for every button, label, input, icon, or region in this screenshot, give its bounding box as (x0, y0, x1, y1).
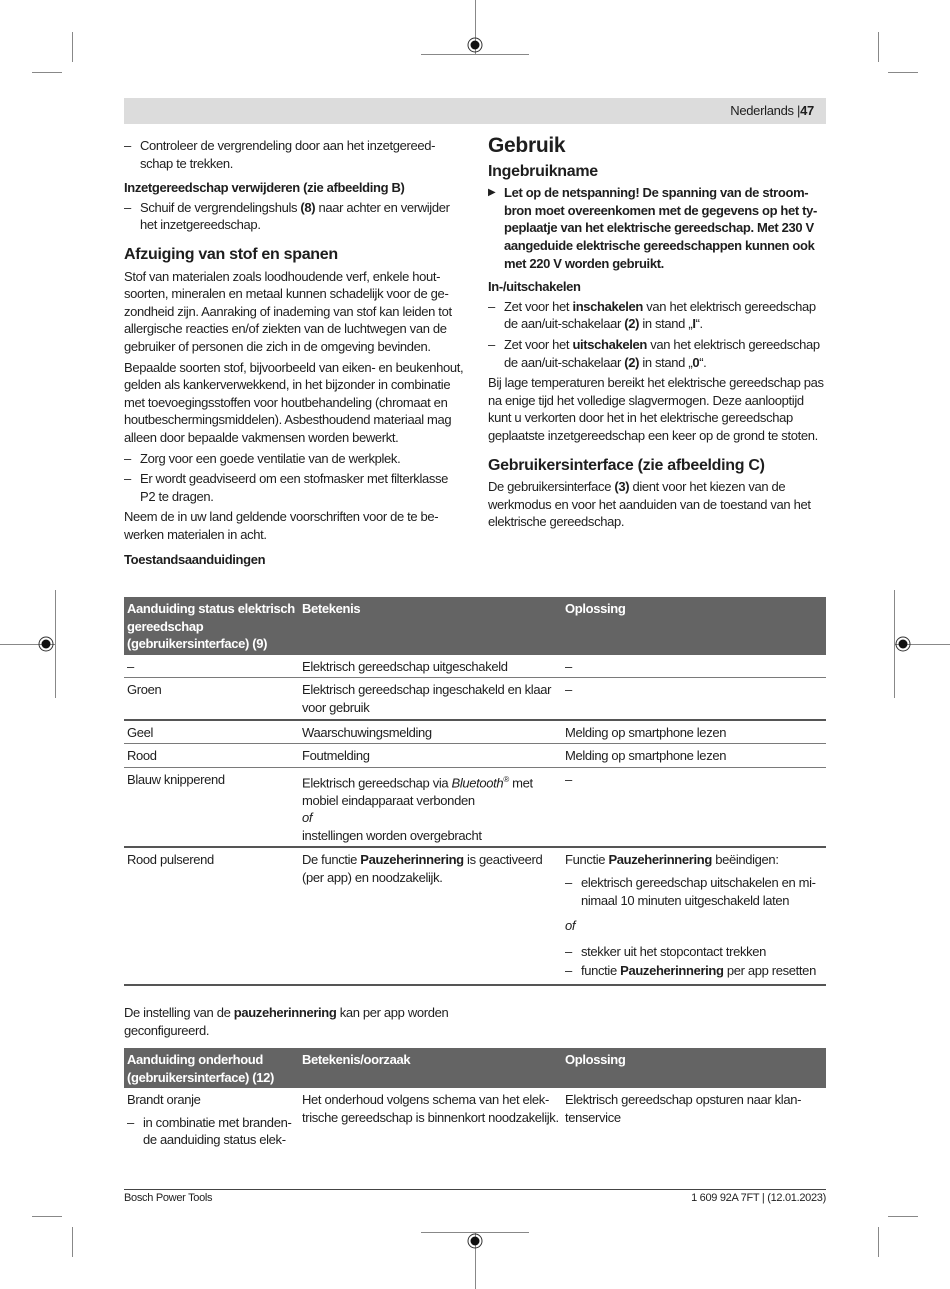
crop-mark (72, 32, 73, 62)
registration-mark-icon (467, 37, 483, 53)
maintenance-table (124, 1048, 826, 1151)
header-text (730, 103, 814, 118)
meaning-cell: Foutmelding (299, 744, 562, 768)
dust-bullet: – Zorg voor een goede ventilatie van de werkplek. (124, 450, 464, 468)
meaning-cell: Elektrisch gereedschap uitgeschakeld (299, 655, 562, 678)
solution-step: – stekker uit het stopcontact trekken (565, 943, 823, 961)
footer-brand: Bosch Power Tools (124, 1192, 213, 1204)
solution-cell: Melding op smartphone lezen (562, 744, 826, 768)
dust-heading: Afzuiging van stof en spanen (124, 245, 338, 263)
meaning-cell: Waarschuwingsmelding (299, 720, 562, 744)
dust-paragraph-1: Stof van materialen zoals loodhoudende verf, enkele houtsoorten, mineralen en metaal kunnen schadelijk voor de gezondheid zijn. Aanraking of inademing van stof kan leiden tot allergische reacties en/of ziekten van de luchtwegen van de gebruiker of personen die zich in de omgeving bevinden. (124, 268, 452, 354)
table-header-row (124, 597, 826, 655)
switch-heading: In-/uitschakelen (488, 279, 581, 295)
indication-cell: – (124, 655, 299, 678)
status-table (124, 597, 826, 986)
switch-off-step: – Zet voor het uitschakelen van het elektrisch gereedschap de aan/uit-schakelaar (2) in stand „0“. (488, 336, 826, 371)
footer-divider (124, 1189, 826, 1190)
pause-note: De instelling van de pauzeherinnering kan per app worden geconfigureerd. (124, 1005, 449, 1038)
dust-paragraph-2: Bepaalde soorten stof, bijvoorbeeld van eiken- en beukenhout, gelden als kankerverwekkend, in het bijzonder in combinatie met toevoegingsstoffen voor houtbehandeling (chromaat en houtbeschermingsmiddelen). Asbesthoudend materiaal mag alleen door bepaalde vakmensen worden bewerkt. (124, 359, 464, 445)
crop-mark (888, 72, 918, 73)
meaning-cell: Het onderhoud volgens schema van het elektrische gereedschap is binnenkort noodzakelijk. (302, 1092, 559, 1125)
commissioning-heading: Ingebruikname (488, 162, 598, 180)
column-header: Aanduiding onderhoud (gebruikersinterface) (12) (124, 1048, 299, 1088)
column-header: Oplossing (562, 597, 826, 655)
indication-cell: Blauw knipperend (124, 767, 299, 847)
ref-number: (8) (300, 199, 316, 215)
indication-cell: Groen (124, 678, 299, 720)
column-header: Oplossing (562, 1048, 826, 1088)
page-header (124, 98, 826, 124)
bullet-remove-tool: – Schuif de vergrendelingshuls (8) naar achter en verwijder het inzetgereedschap. (124, 199, 464, 234)
footer-doc-id: 1 609 92A 7FT | (12.01.2023) (691, 1192, 826, 1204)
crop-mark (72, 1227, 73, 1257)
left-column (124, 137, 464, 571)
table-header-row (124, 1048, 826, 1088)
column-header: Betekenis (299, 597, 562, 655)
header-separator: | (797, 103, 801, 118)
solution-step: – functie Pauzeherinnering per app resetten (565, 962, 823, 980)
column-header: Betekenis/oorzaak (299, 1048, 562, 1088)
indication-cell: Rood (124, 744, 299, 768)
indication-sub: – in combinatie met brandende aanduiding status elek- (127, 1114, 296, 1149)
meaning-cell: De functie Pauzeherinnering is geactiveerd (per app) en noodzakelijk. (299, 847, 562, 985)
meaning-cell: Elektrisch gereedschap ingeschakeld en klaar voor gebruik (299, 678, 562, 720)
solution-step: – elektrisch gereedschap uitschakelen en minimaal 10 minuten uitgeschakeld laten (565, 874, 823, 909)
table-row (124, 720, 826, 744)
voltage-warning: ▶ Let op de netspanning! De spanning van de stroombron moet overeenkomen met de gegevens op het typeplaatje van het elektrische gereedschap. Met 230 V aangeduide elektrische gereedschappen kunnen ook met 220 V worden gebruikt. (488, 184, 826, 272)
table-row (124, 767, 826, 847)
crop-mark (888, 1216, 918, 1217)
registration-mark-icon (38, 636, 54, 652)
solution-or: of (565, 918, 576, 934)
solution-cell: Elektrisch gereedschap opsturen naar klantenservice (565, 1092, 802, 1125)
indication-cell: Rood pulserend (124, 847, 299, 985)
table-row (124, 1088, 826, 1151)
remove-tool-heading: Inzetgereedschap verwijderen (zie afbeelding B) (124, 180, 405, 196)
bullet-check-lock: – Controleer de vergrendeling door aan het inzetgereedschap te trekken. (124, 137, 464, 172)
crop-mark (878, 32, 879, 62)
crop-mark (32, 1216, 62, 1217)
solution-cell (562, 847, 826, 985)
right-column (488, 134, 826, 534)
table-row (124, 847, 826, 985)
solution-cell: – (562, 767, 826, 847)
section-title: Gebruik (488, 134, 566, 157)
solution-intro: Functie Pauzeherinnering beëindigen: (565, 852, 779, 868)
indication-cell: Geel (124, 720, 299, 744)
registration-mark-icon (467, 1233, 483, 1249)
solution-cell: – (562, 655, 826, 678)
dust-paragraph-3: Neem de in uw land geldende voorschriften voor de te bewerken materialen in acht. (124, 509, 439, 542)
table-row (124, 744, 826, 768)
language-label: Nederlands (730, 103, 794, 118)
page-number: 47 (800, 103, 814, 118)
indication-cell: Brandt oranje – in combinatie met brandende aanduiding status elek- (124, 1088, 299, 1151)
dust-bullet: – Er wordt geadviseerd om een stofmasker met filterklasse P2 te dragen. (124, 470, 464, 505)
cold-temperature-paragraph: Bij lage temperaturen bereikt het elektrische gereedschap pas na enige tijd het volledige slagvermogen. Deze aanlooptijd kunt u verkorten door het in het elektrische gereedschap geplaatste inzetgereedschap een keer op de grond te stoten. (488, 375, 824, 443)
crop-mark (32, 72, 62, 73)
registration-mark-icon (895, 636, 911, 652)
meaning-cell: Elektrisch gereedschap via Bluetooth® met mobiel eindapparaat verbonden of instellingen worden overgebracht (299, 767, 562, 847)
user-interface-heading: Gebruikersinterface (zie afbeelding C) (488, 456, 765, 474)
status-table-heading: Toestandsaanduidingen (124, 552, 266, 568)
column-header: Aanduiding status elektrisch gereedschap (gebruikersinterface) (9) (124, 597, 299, 655)
switch-on-step: – Zet voor het inschakelen van het elektrisch gereedschap de aan/uit-schakelaar (2) in stand „I“. (488, 298, 826, 333)
solution-cell: Melding op smartphone lezen (562, 720, 826, 744)
table-row (124, 655, 826, 678)
solution-cell: – (562, 678, 826, 720)
registration-line (421, 54, 529, 55)
user-interface-paragraph: De gebruikersinterface (3) dient voor het kiezen van de werkmodus en voor het aanduiden van de toestand van het elektrische gereedschap. (488, 479, 811, 530)
table-row (124, 678, 826, 720)
crop-mark (878, 1227, 879, 1257)
